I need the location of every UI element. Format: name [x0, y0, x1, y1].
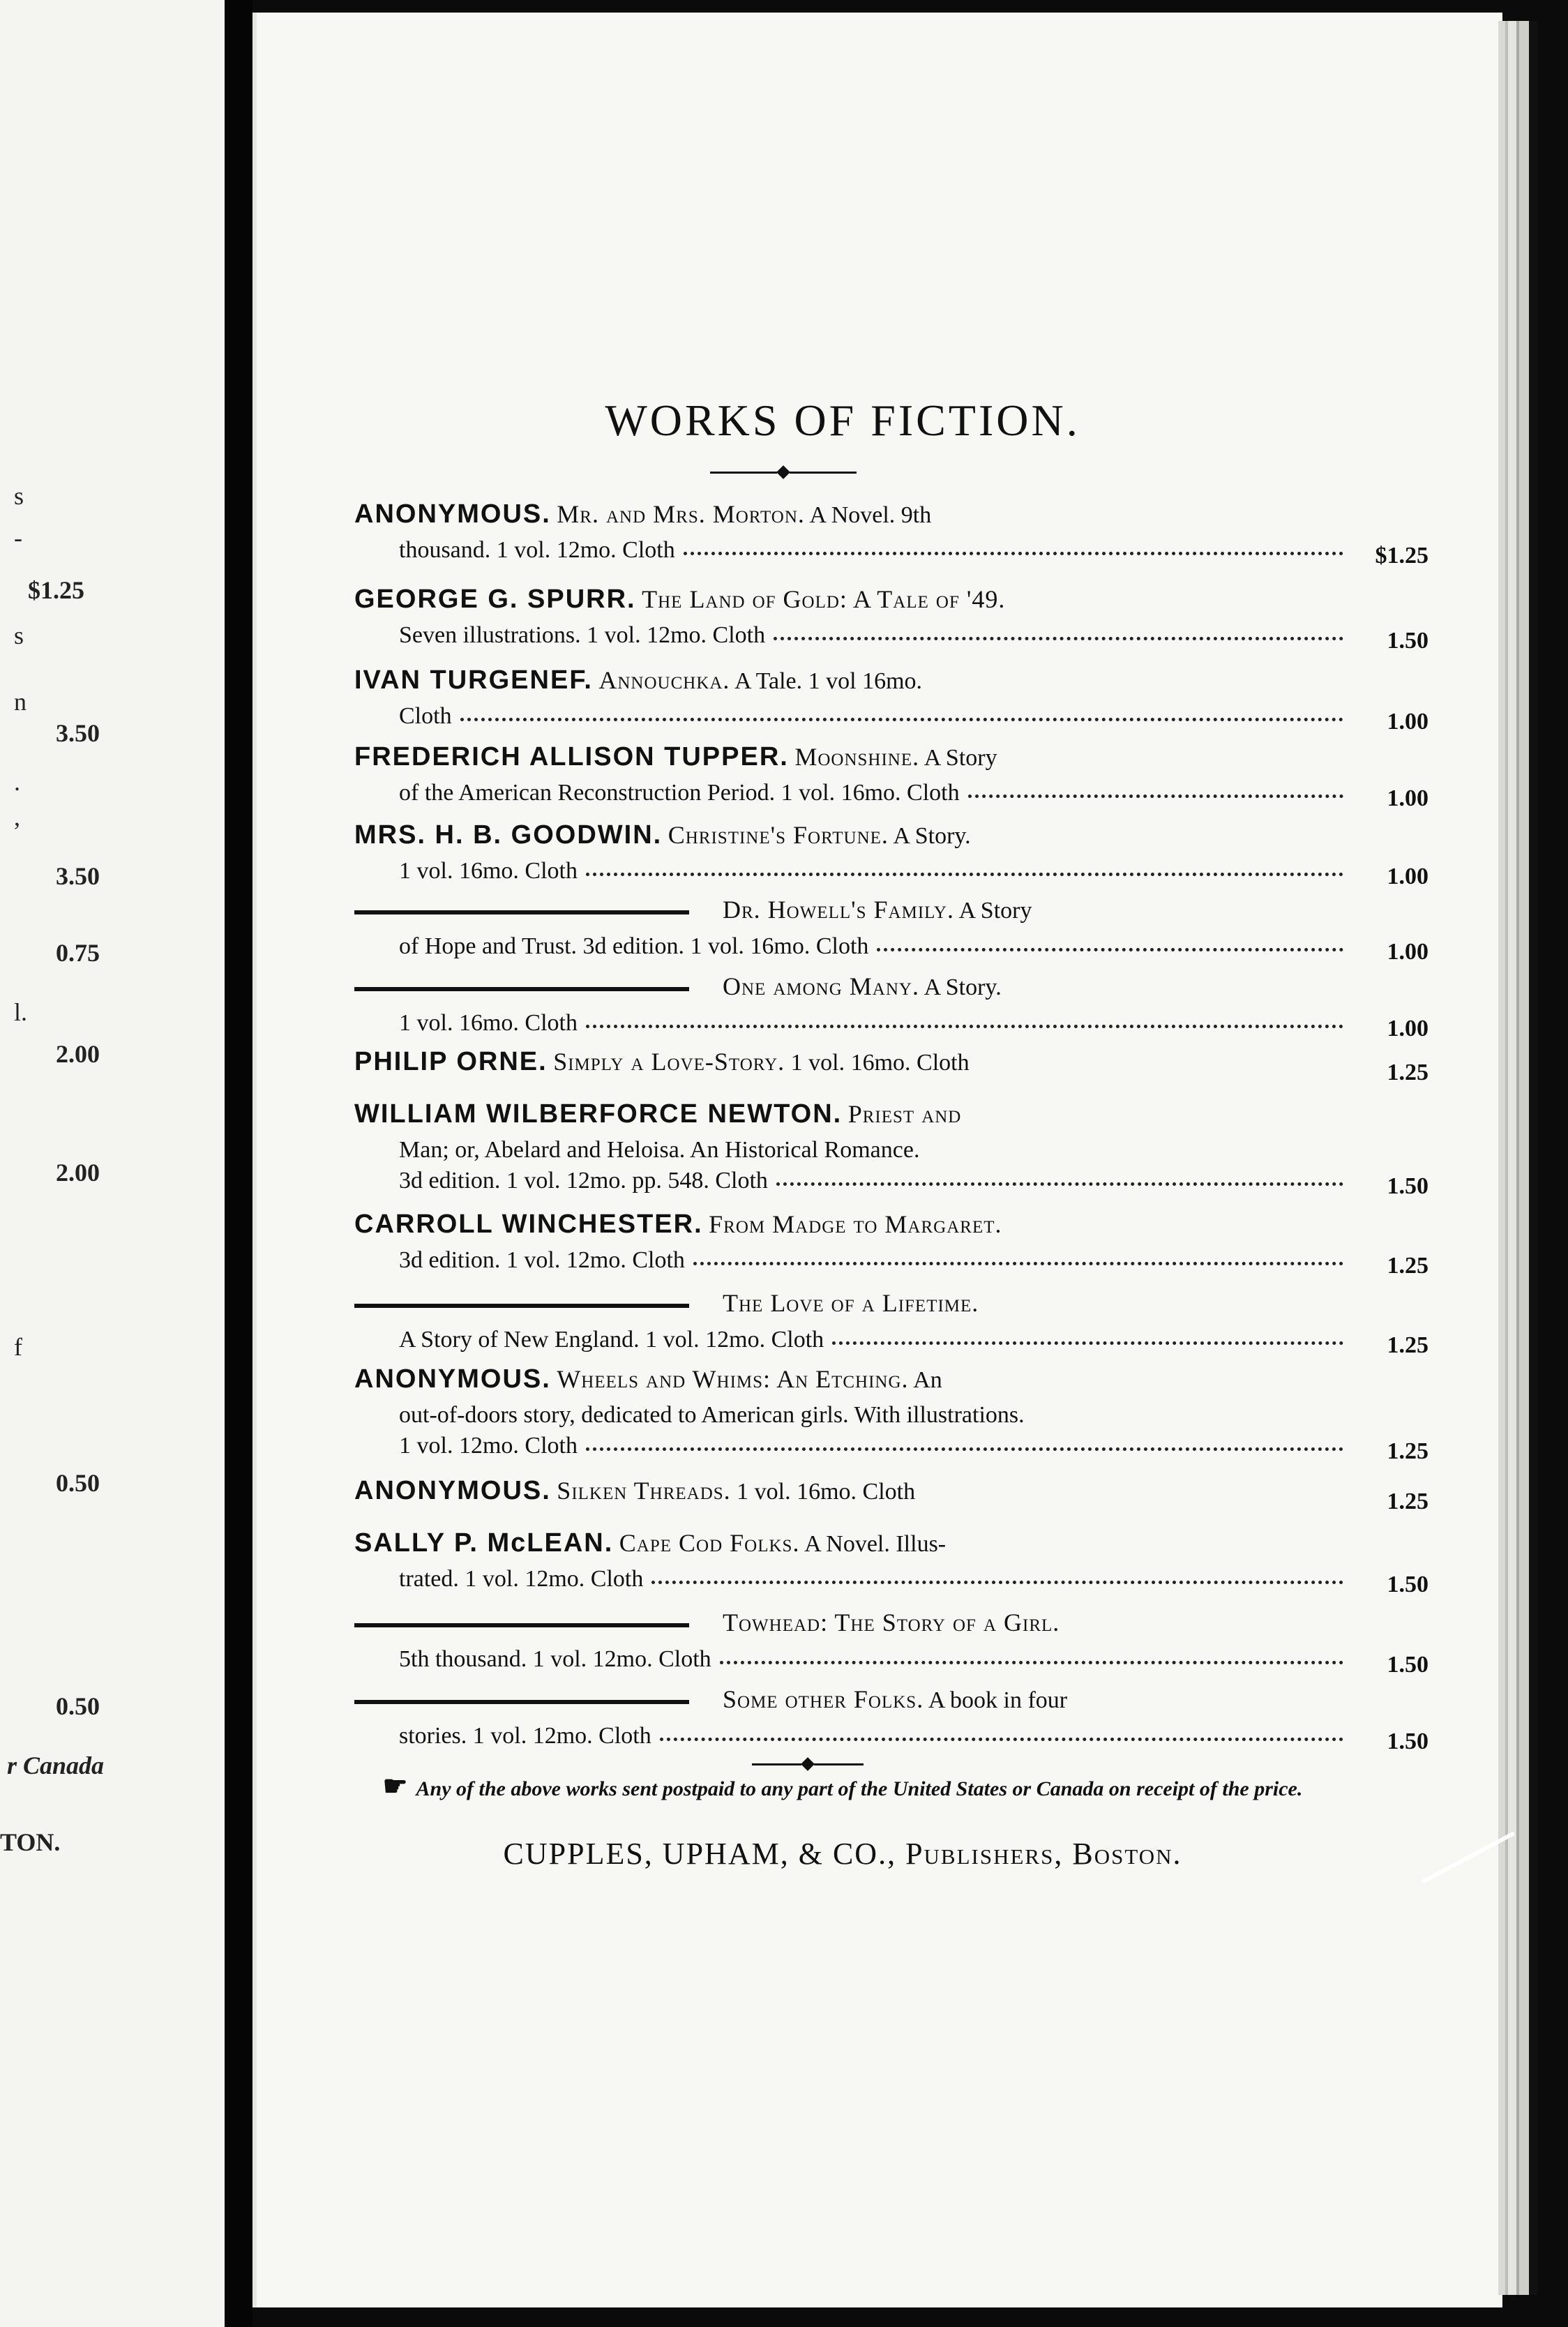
entry-detail-line — [354, 617, 1428, 647]
book-title: Some other Folks. — [723, 1685, 924, 1713]
book-entry — [354, 1289, 1428, 1358]
edition-details: Cloth — [399, 703, 452, 729]
dot-leader — [460, 718, 1343, 721]
entry-heading-line — [354, 822, 1428, 852]
author-name: GEORGE G. SPURR. — [354, 585, 636, 614]
book-entry — [354, 742, 1428, 811]
entry-detail-line — [354, 1717, 1428, 1748]
same-author-rule — [354, 910, 689, 914]
entry-detail-line — [354, 698, 1428, 728]
entry-heading-line — [354, 667, 1428, 698]
book-price: 1.25 — [1387, 1489, 1428, 1514]
book-price: 1.50 — [1387, 1572, 1428, 1597]
edition-details: stories. 1 vol. 12mo. Cloth — [399, 1723, 651, 1749]
entry-detail-line — [354, 1427, 1428, 1458]
book-price: 1.00 — [1387, 864, 1428, 889]
edition-details: 3d edition. 1 vol. 12mo. pp. 548. Cloth — [399, 1168, 768, 1193]
book-title: Wheels and Whims: An Etching. — [557, 1365, 909, 1393]
edition-details: trated. 1 vol. 12mo. Cloth — [399, 1566, 644, 1592]
book-price: 1.00 — [1387, 785, 1428, 811]
edition-details: of Hope and Trust. 3d edition. 1 vol. 16mo. Cloth — [399, 933, 869, 959]
book-entry — [354, 1609, 1428, 1678]
left-page-fragment: s — [14, 482, 24, 510]
entry-heading-line — [354, 1211, 1428, 1242]
book-description: A Novel. 9th — [804, 502, 932, 528]
book-title: The Land of Gold: A Tale of '49. — [642, 585, 1006, 613]
entry-detail-line — [354, 1242, 1428, 1272]
entry-heading-line — [354, 501, 1428, 532]
book-description: 1 vol. 16mo. Cloth — [730, 1479, 916, 1505]
left-page-fragment: s — [14, 622, 24, 649]
postage-note-text: Any of the above works sent postpaid to any part of the United States or Canada on receipt of the price. — [416, 1777, 1303, 1800]
entry-heading-line — [354, 1530, 1428, 1560]
entry-heading-line — [354, 897, 1428, 928]
author-name: MRS. H. B. GOODWIN. — [354, 820, 663, 850]
book-entry — [354, 499, 1428, 568]
book-price: 1.50 — [1387, 1729, 1428, 1754]
left-page-fragment: TON. — [0, 1828, 61, 1856]
entry-heading-line — [354, 1048, 1428, 1079]
same-author-rule — [354, 1700, 689, 1704]
book-title: Annouchka. — [598, 666, 730, 694]
postage-note — [354, 1770, 1331, 1802]
entry-detail-line — [354, 532, 1428, 562]
entry-detail-line — [354, 1162, 1428, 1193]
publisher-name: CUPPLES, UPHAM, & CO., — [503, 1837, 897, 1871]
left-page-fragment: , — [14, 803, 20, 831]
book-title: Christine's Fortune. — [668, 821, 889, 849]
left-page-fragment: 0.50 — [56, 1692, 100, 1720]
left-page-fragment: 3.50 — [56, 719, 100, 747]
author-name: SALLY P. McLEAN. — [354, 1528, 614, 1558]
edition-details: 1 vol. 12mo. Cloth — [399, 1433, 578, 1459]
left-page-fragment: 2.00 — [56, 1159, 100, 1187]
book-price: 1.25 — [1387, 1060, 1428, 1085]
entry-continuation-line: out-of-doors story, dedicated to American girls. With illustrations. — [399, 1402, 1025, 1428]
left-page-fragment: . — [14, 768, 20, 796]
book-description: A book in four — [924, 1687, 1068, 1713]
entry-heading-line — [354, 1477, 1428, 1508]
dot-leader — [586, 1025, 1343, 1028]
closing-ornament — [752, 1756, 864, 1772]
dot-leader — [660, 1738, 1343, 1741]
author-name: WILLIAM WILBERFORCE NEWTON. — [354, 1099, 843, 1129]
book-entry — [354, 1047, 1428, 1085]
book-price: 1.25 — [1387, 1438, 1428, 1464]
book-price: 1.50 — [1387, 1173, 1428, 1199]
edition-details: A Story of New England. 1 vol. 12mo. Cloth — [399, 1327, 824, 1353]
book-gutter — [225, 0, 252, 2327]
book-price: 1.25 — [1387, 1253, 1428, 1279]
entry-detail-line — [354, 774, 1428, 805]
dot-leader — [832, 1341, 1343, 1345]
left-page-fragment: - — [14, 524, 22, 552]
book-title: The Love of a Lifetime. — [723, 1289, 979, 1317]
page-title: WORKS OF FICTION. — [605, 396, 1080, 445]
left-page-fragment: n — [14, 688, 27, 716]
pointing-hand-icon: ☛ — [382, 1770, 408, 1802]
dot-leader — [586, 873, 1343, 876]
page-edges — [1498, 21, 1537, 2295]
book-entry — [354, 1364, 1428, 1464]
book-title: Simply a Love-Story. — [553, 1048, 785, 1076]
book-description: A Novel. Illus- — [799, 1531, 947, 1557]
same-author-rule — [354, 987, 689, 991]
book-entry — [354, 665, 1428, 735]
book-title: From Madge to Margaret. — [709, 1210, 1002, 1238]
left-page-fragment: f — [14, 1333, 22, 1361]
book-price: $1.25 — [1375, 543, 1428, 568]
edition-details: 1 vol. 16mo. Cloth — [399, 858, 578, 884]
same-author-rule — [354, 1623, 689, 1627]
entry-detail-line — [354, 1641, 1428, 1671]
book-entry — [354, 820, 1428, 889]
left-page — [0, 0, 225, 2327]
book-title: One among Many. — [723, 972, 919, 1000]
book-entry — [354, 1476, 1428, 1514]
book-title: Priest and — [847, 1100, 962, 1128]
book-entry — [354, 585, 1428, 654]
entry-heading-line — [354, 1610, 1428, 1641]
dot-leader — [877, 948, 1343, 951]
edition-details: 5th thousand. 1 vol. 12mo. Cloth — [399, 1646, 711, 1672]
book-price: 1.00 — [1387, 709, 1428, 735]
book-description: 1 vol. 16mo. Cloth — [785, 1050, 970, 1076]
entry-heading-line — [354, 744, 1428, 774]
book-price: 1.50 — [1387, 1652, 1428, 1678]
left-page-fragment: 0.75 — [56, 939, 100, 967]
book-price: 1.00 — [1387, 1016, 1428, 1041]
book-description: A Tale. 1 vol 16mo. — [730, 668, 923, 694]
author-name: FREDERICH ALLISON TUPPER. — [354, 742, 789, 771]
dot-leader — [684, 552, 1343, 555]
left-page-fragment: 0.50 — [56, 1469, 100, 1497]
book-description: A Story — [953, 898, 1032, 924]
author-name: IVAN TURGENEF. — [354, 665, 593, 695]
left-page-fragment: $1.25 — [28, 576, 84, 604]
dot-leader — [586, 1447, 1343, 1451]
book-title: Towhead: The Story of a Girl. — [723, 1609, 1060, 1636]
book-entry — [354, 1528, 1428, 1597]
dot-leader — [651, 1581, 1343, 1584]
entry-heading-line — [354, 1290, 1428, 1321]
dot-leader — [720, 1661, 1343, 1664]
entry-heading-line — [354, 974, 1428, 1004]
left-page-fragment: 3.50 — [56, 862, 100, 890]
book-title: Cape Cod Folks. — [619, 1529, 800, 1557]
book-entry — [354, 1099, 1428, 1199]
publisher-imprint — [354, 1836, 1331, 1872]
entry-heading-line — [354, 1687, 1428, 1717]
edition-details: thousand. 1 vol. 12mo. Cloth — [399, 537, 675, 563]
author-name: ANONYMOUS. — [354, 1364, 551, 1394]
entry-detail-line — [354, 928, 1428, 958]
book-price: 1.50 — [1387, 628, 1428, 654]
author-name: ANONYMOUS. — [354, 1476, 551, 1505]
edition-details: 1 vol. 16mo. Cloth — [399, 1010, 578, 1036]
book-description: A Story. — [919, 974, 1002, 1000]
book-title: Silken Threads. — [557, 1477, 731, 1505]
title-ornament — [710, 465, 857, 480]
dot-leader — [774, 637, 1343, 640]
entry-continuation-line: Man; or, Abelard and Heloisa. An Historical Romance. — [399, 1137, 920, 1163]
book-title: Moonshine. — [794, 743, 920, 771]
book-description: A Story — [919, 745, 997, 771]
entry-heading-line — [354, 1101, 1428, 1131]
entry-heading-line — [354, 586, 1428, 617]
book-title: Mr. and Mrs. Morton. — [557, 500, 805, 528]
book-entry — [354, 1685, 1428, 1754]
book-description: A Story. — [888, 823, 971, 849]
dot-leader — [776, 1182, 1343, 1186]
edition-details: of the American Reconstruction Period. 1 vol. 16mo. Cloth — [399, 780, 960, 806]
author-name: PHILIP ORNE. — [354, 1047, 548, 1076]
entry-detail-line — [354, 1004, 1428, 1035]
left-page-fragment: l. — [14, 998, 28, 1026]
edition-details: Seven illustrations. 1 vol. 12mo. Cloth — [399, 622, 766, 648]
entry-detail-line — [354, 1560, 1428, 1591]
book-price: 1.00 — [1387, 939, 1428, 965]
book-price: 1.25 — [1387, 1332, 1428, 1358]
book-entry — [354, 896, 1428, 965]
book-entry — [354, 1210, 1428, 1279]
dot-leader — [693, 1262, 1343, 1265]
catalog-page — [252, 13, 1502, 2307]
author-name: ANONYMOUS. — [354, 499, 551, 529]
left-page-fragment: r Canada — [7, 1752, 105, 1779]
left-page-fragment: 2.00 — [56, 1040, 100, 1068]
author-name: CARROLL WINCHESTER. — [354, 1210, 703, 1239]
book-title: Dr. Howell's Family. — [723, 896, 954, 924]
entry-heading-line — [354, 1366, 1428, 1396]
entry-detail-line — [354, 852, 1428, 883]
edition-details: 3d edition. 1 vol. 12mo. Cloth — [399, 1247, 685, 1273]
entry-detail-line — [354, 1321, 1428, 1352]
book-description: An — [908, 1367, 942, 1393]
same-author-rule — [354, 1304, 689, 1308]
dot-leader — [968, 795, 1343, 798]
publisher-location: Publishers, Boston. — [896, 1837, 1182, 1871]
book-entry — [354, 972, 1428, 1041]
